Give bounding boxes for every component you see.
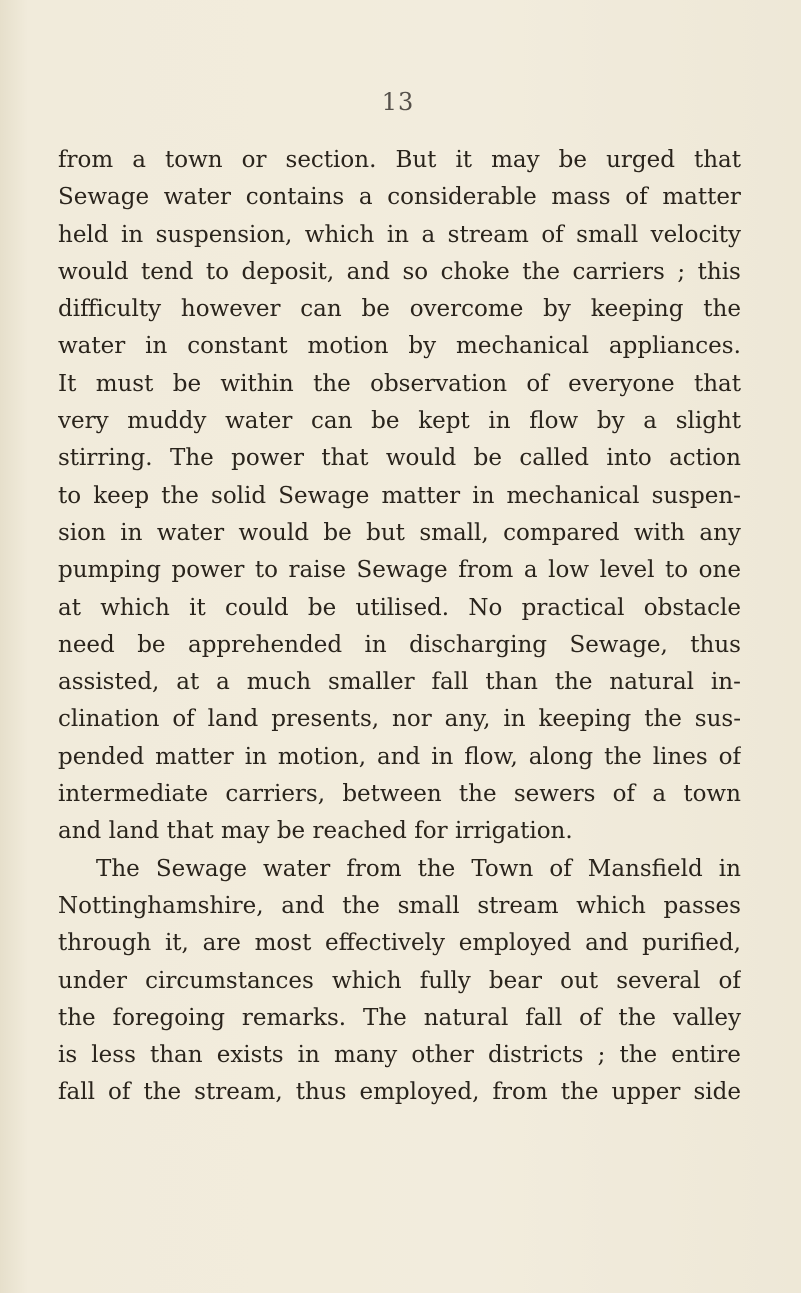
word: sewers — [513, 781, 596, 808]
word: within — [220, 370, 294, 397]
text-line — [58, 328, 741, 365]
word: The — [363, 1004, 407, 1031]
word: contains — [245, 184, 345, 211]
word: that — [321, 445, 369, 472]
text-line — [58, 552, 741, 589]
word: water — [225, 408, 293, 435]
word: the — [703, 296, 741, 323]
word: of — [541, 221, 564, 248]
word: many — [333, 1042, 398, 1069]
word: the — [522, 258, 560, 285]
word: the — [313, 370, 351, 397]
word: lines — [652, 743, 708, 770]
word: in — [472, 482, 495, 509]
word: stream, — [194, 1079, 283, 1106]
word: tend — [140, 258, 194, 285]
word: passes — [663, 892, 741, 919]
word: be — [323, 519, 352, 546]
word: The — [170, 445, 214, 472]
word: from — [346, 855, 402, 882]
word: mass — [551, 184, 611, 211]
word: exists — [216, 1042, 284, 1069]
word: a — [643, 408, 657, 435]
word: difficulty — [58, 296, 162, 323]
word: solid — [211, 482, 267, 509]
word: valley — [672, 1004, 741, 1031]
word: It — [58, 370, 77, 397]
word: may — [491, 147, 540, 173]
word: in — [488, 408, 511, 435]
text-line — [58, 627, 741, 664]
word: practical — [521, 594, 625, 621]
word: than — [485, 669, 538, 696]
word: Mansfield — [587, 855, 703, 882]
word: land — [108, 818, 160, 845]
text-line — [58, 478, 741, 515]
word: slight — [675, 408, 741, 435]
text-line — [58, 664, 741, 701]
text-line — [58, 739, 741, 776]
word: districts — [488, 1042, 584, 1069]
word: of — [718, 743, 741, 770]
word: under — [58, 967, 127, 994]
word: obstacle — [643, 594, 741, 621]
word: other — [411, 1042, 474, 1069]
word: that — [166, 818, 214, 845]
word: ; — [597, 1042, 606, 1069]
word: one — [698, 557, 741, 584]
word: and — [281, 892, 325, 919]
word: small — [397, 892, 460, 919]
word: may — [220, 818, 270, 845]
word: would — [385, 445, 457, 472]
word: side — [693, 1079, 741, 1106]
word: of — [718, 967, 741, 994]
word: from — [58, 147, 114, 173]
word: for — [414, 818, 448, 845]
word: to — [58, 482, 82, 509]
word: thus — [295, 1079, 347, 1106]
word: of — [625, 184, 648, 211]
word: be — [137, 631, 166, 658]
word: reached — [312, 818, 407, 845]
word: keep — [93, 482, 150, 509]
text-line — [58, 440, 741, 477]
word: fall — [58, 1079, 95, 1106]
word: in — [431, 743, 454, 770]
word: water — [263, 855, 331, 882]
word: it — [455, 147, 473, 173]
word: which — [304, 221, 375, 248]
word: a — [216, 669, 230, 696]
word: the — [554, 669, 593, 696]
word: bear — [488, 967, 542, 994]
body-text — [58, 142, 741, 1112]
word: natural — [423, 1004, 509, 1031]
text-line — [58, 179, 741, 216]
text-line — [58, 888, 741, 925]
word: power — [171, 557, 245, 584]
word: must — [95, 370, 154, 397]
word: along — [528, 743, 594, 770]
word: is — [58, 1042, 78, 1069]
word: foregoing — [112, 1004, 226, 1031]
word: presents, — [271, 706, 380, 733]
word: small — [576, 221, 639, 248]
word: apprehended — [187, 631, 343, 658]
word: fall — [525, 1004, 563, 1031]
word: of — [612, 781, 636, 808]
word: and — [58, 818, 102, 845]
word: motion — [307, 333, 389, 360]
text-line — [58, 851, 741, 888]
word: than — [150, 1042, 203, 1069]
word: stream — [447, 221, 529, 248]
word: from — [492, 1079, 548, 1106]
word: irrigation. — [454, 818, 573, 845]
word: in — [718, 855, 741, 882]
word: need — [58, 631, 115, 658]
word: can — [311, 408, 353, 435]
word: the — [560, 1079, 599, 1106]
word: less — [91, 1042, 136, 1069]
word: of — [526, 370, 549, 397]
word: the — [619, 1042, 658, 1069]
text-line — [58, 776, 741, 813]
word: pumping — [58, 557, 161, 584]
text-line — [58, 254, 741, 291]
word: could — [224, 594, 289, 621]
text-line — [58, 217, 741, 254]
word: town — [683, 781, 741, 808]
word: a — [523, 557, 538, 584]
word: flow, — [464, 743, 518, 770]
word: be — [361, 296, 390, 323]
word: clination — [58, 706, 160, 733]
word: Sewage, — [569, 631, 668, 658]
text-line — [58, 1000, 741, 1037]
word: a — [652, 781, 667, 808]
text-line — [58, 515, 741, 552]
word: water — [156, 519, 225, 546]
word: But — [395, 147, 437, 173]
word: of — [549, 855, 572, 882]
word: employed, — [359, 1079, 480, 1106]
word: the — [644, 706, 682, 733]
word: the — [417, 855, 456, 882]
word: constant — [187, 333, 288, 360]
text-line — [58, 701, 741, 738]
word: to — [205, 258, 229, 285]
word: appliances. — [608, 333, 741, 360]
word: however — [180, 296, 281, 323]
word: matter — [662, 184, 741, 211]
word: the — [161, 482, 199, 509]
word: purified, — [642, 930, 741, 957]
word: into — [606, 445, 652, 472]
word: Sewage — [278, 482, 370, 509]
word: observation — [370, 370, 508, 397]
word: thus — [690, 631, 741, 658]
word: be — [307, 594, 337, 621]
word: fully — [419, 967, 471, 994]
word: choke — [440, 258, 510, 285]
word: in — [244, 743, 267, 770]
text-line — [58, 925, 741, 962]
word: matter — [155, 743, 234, 770]
word: water — [58, 333, 126, 360]
word: everyone — [568, 370, 675, 397]
word: compared — [503, 519, 620, 546]
word: power — [231, 445, 305, 472]
word: or — [241, 147, 267, 173]
word: the — [458, 781, 497, 808]
word: stream — [477, 892, 559, 919]
word: natural — [609, 669, 695, 696]
word: The — [96, 855, 140, 882]
word: from — [458, 557, 514, 584]
word: any — [699, 519, 741, 546]
word: a — [358, 184, 373, 211]
word: that — [693, 147, 741, 173]
word: to — [665, 557, 689, 584]
word: nor — [392, 706, 432, 733]
word: circumstances — [145, 967, 314, 994]
word: the — [342, 892, 380, 919]
word: to — [254, 557, 278, 584]
word: water — [163, 184, 232, 211]
word: this — [697, 258, 741, 285]
word: the — [58, 1004, 96, 1031]
word: a — [132, 147, 146, 173]
word: it — [189, 594, 206, 621]
word: by — [596, 408, 625, 435]
word: deposit, — [241, 258, 335, 285]
word: and — [346, 258, 390, 285]
word: several — [616, 967, 701, 994]
word: suspen- — [651, 482, 741, 509]
word: land — [207, 706, 259, 733]
word: at — [176, 669, 200, 696]
word: carriers, — [225, 781, 326, 808]
word: called — [519, 445, 590, 472]
text-line — [58, 963, 741, 1000]
word: with — [633, 519, 685, 546]
word: most — [254, 930, 312, 957]
word: action — [669, 445, 741, 472]
word: urged — [606, 147, 675, 173]
word: in- — [710, 669, 741, 696]
word: of — [172, 706, 195, 733]
word: but — [366, 519, 405, 546]
text-line — [58, 403, 741, 440]
word: Sewage — [356, 557, 448, 584]
word: section. — [285, 147, 377, 173]
word: in — [120, 221, 144, 248]
word: Sewage — [58, 184, 150, 211]
word: very — [58, 408, 109, 435]
word: remarks. — [241, 1004, 347, 1031]
word: keeping — [590, 296, 684, 323]
text-line — [58, 291, 741, 328]
word: assisted, — [58, 669, 160, 696]
text-line — [58, 366, 741, 403]
page-number: 13 — [381, 88, 415, 116]
word: Sewage — [155, 855, 247, 882]
word: between — [342, 781, 442, 808]
word: which — [331, 967, 402, 994]
word: can — [300, 296, 342, 323]
word: motion, — [277, 743, 367, 770]
word: held — [58, 221, 109, 248]
word: discharging — [409, 631, 547, 658]
word: and — [585, 930, 629, 957]
word: employed — [458, 930, 572, 957]
word: pended — [58, 743, 145, 770]
text-line — [58, 590, 741, 627]
word: flow — [529, 408, 579, 435]
word: would — [58, 258, 129, 285]
word: the — [618, 1004, 657, 1031]
word: the — [604, 743, 642, 770]
word: be — [558, 147, 588, 173]
word: kept — [418, 408, 470, 435]
word: of — [579, 1004, 602, 1031]
word: in — [364, 631, 387, 658]
word: much — [246, 669, 312, 696]
word: mechanical — [506, 482, 640, 509]
word: Town — [471, 855, 534, 882]
word: of — [108, 1079, 131, 1106]
word: in — [297, 1042, 320, 1069]
word: by — [543, 296, 571, 323]
word: would — [238, 519, 309, 546]
text-line — [58, 1074, 741, 1111]
word: muddy — [127, 408, 207, 435]
word: be — [276, 818, 306, 845]
word: in — [120, 519, 143, 546]
word: utilised. — [355, 594, 450, 621]
word: that — [693, 370, 741, 397]
word: through — [58, 930, 152, 957]
word: upper — [611, 1079, 681, 1106]
word: small, — [419, 519, 489, 546]
word: be — [371, 408, 400, 435]
word: at — [58, 594, 81, 621]
word: raise — [288, 557, 347, 584]
word: be — [473, 445, 502, 472]
word: mechanical — [456, 333, 589, 360]
text-line — [58, 1037, 741, 1074]
word: in — [503, 706, 526, 733]
word: which — [100, 594, 170, 621]
word: sion — [58, 519, 106, 546]
word: and — [377, 743, 421, 770]
word: fall — [431, 669, 469, 696]
word: overcome — [409, 296, 524, 323]
word: so — [402, 258, 429, 285]
word: the — [143, 1079, 182, 1106]
word: keeping — [538, 706, 632, 733]
word: by — [408, 333, 437, 360]
word: intermediate — [58, 781, 209, 808]
word: suspension, — [155, 221, 293, 248]
word: in — [386, 221, 409, 248]
word: level — [599, 557, 655, 584]
word: a — [421, 221, 436, 248]
word: Nottinghamshire, — [58, 892, 264, 919]
word: any, — [444, 706, 491, 733]
text-line — [58, 813, 741, 850]
word: sus- — [694, 706, 741, 733]
word: in — [145, 333, 168, 360]
word: considerable — [387, 184, 537, 211]
word: smaller — [327, 669, 415, 696]
word: effectively — [325, 930, 446, 957]
word: be — [172, 370, 202, 397]
word: town — [164, 147, 223, 173]
word: velocity — [650, 221, 741, 248]
word: ; — [677, 258, 686, 285]
word: stirring. — [58, 445, 153, 472]
word: low — [548, 557, 590, 584]
word: out — [560, 967, 599, 994]
word: entire — [671, 1042, 741, 1069]
word: it, — [164, 930, 189, 957]
text-line — [58, 142, 741, 179]
word: carriers — [572, 258, 665, 285]
word: matter — [381, 482, 461, 509]
word: which — [576, 892, 646, 919]
word: No — [468, 594, 503, 621]
word: are — [202, 930, 241, 957]
